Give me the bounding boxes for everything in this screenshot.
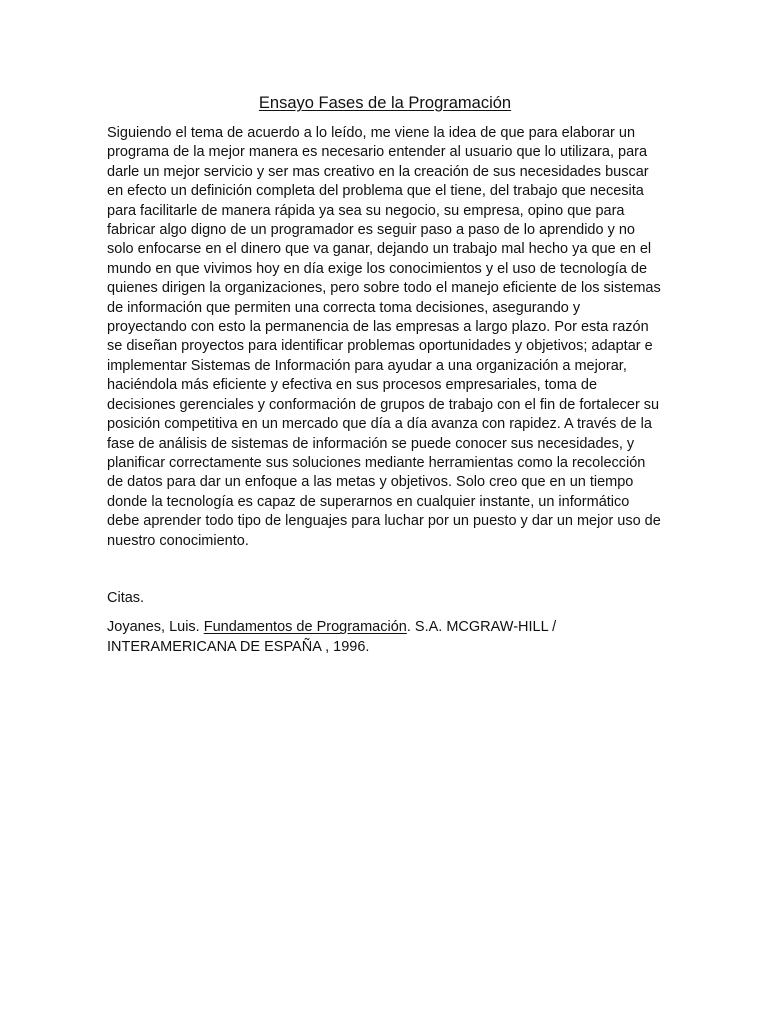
citation-book-title: Fundamentos de Programación (203, 619, 407, 636)
document-page (107, 92, 663, 657)
citations-heading: Citas. (107, 589, 145, 606)
document-title: Ensayo Fases de la Programación (258, 94, 512, 112)
citation-publisher: . S.A. MCGRAW-HILL / INTERAMERICANA DE ESPAÑA , 1996. (107, 619, 557, 655)
citation-author: Joyanes, Luis. (107, 619, 204, 636)
citation-entry (107, 618, 663, 657)
essay-paragraph: Siguiendo el tema de acuerdo a lo leído, me viene la idea de que para elaborar un programa de la mejor manera es necesario entender al usuario que lo utilizara, para darle un mejor servicio y ser mas creativo en la creación de sus necesidades buscar en efecto un definición completa del problema que el tiene, del trabajo que necesita para facilitarle de manera rápida ya sea su negocio, su empresa, opino que para fabricar algo digno de un programador es seguir paso a paso de lo aprendido y no solo enfocarse en el dinero que va ganar, dejando un trabajo mal hecho ya que en el mundo en que vivimos hoy en día exige los conocimientos y el uso de tecnología de quienes dirigen la organizaciones, pero sobre todo el manejo eficiente de los sistemas de información que permiten una correcta toma decisiones, asegurando y proyectando con esto la permanencia de las empresas a largo plazo. Por esta razón se diseñan proyectos para identificar problemas oportunidades y objetivos; adaptar e implementar Sistemas de Información para ayudar a una organización a mejorar, haciéndola más eficiente y efectiva en sus procesos empresariales, toma de decisiones gerenciales y conformación de grupos de trabajo con el fin de fortalecer su posición competitiva en un mercado que día a día avanza con rapidez. A través de la fase de análisis de sistemas de información se puede conocer sus necesidades, y planificar correctamente sus soluciones mediante herramientas como la recolección de datos para dar un enfoque a las metas y objetivos. Solo creo que en un tiempo donde la tecnología es capaz de superarnos en cualquier instante, un informático debe aprender todo tipo de lenguajes para luchar por un puesto y dar un mejor uso de nuestro conocimiento. (107, 125, 661, 549)
